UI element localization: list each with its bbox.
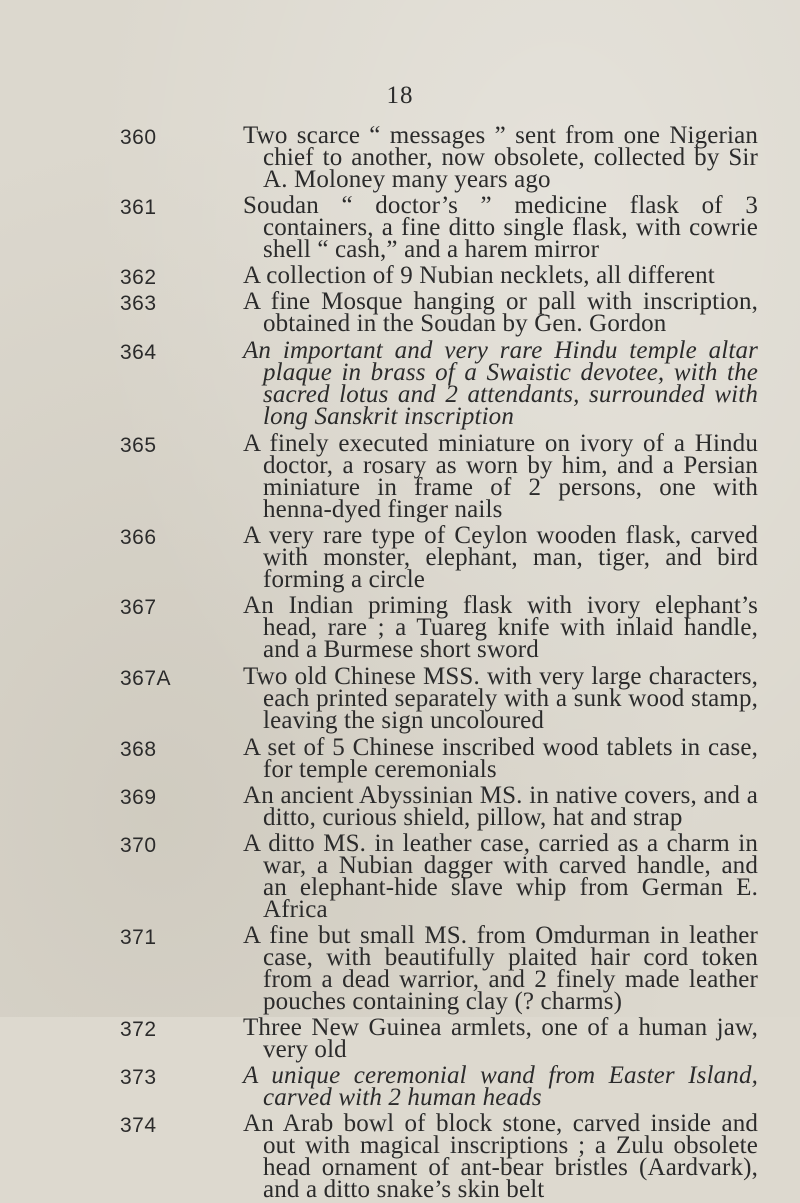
lot-entry xyxy=(0,522,800,593)
lot-entry xyxy=(0,592,800,663)
lot-number: 364 xyxy=(120,341,157,364)
lot-description: A finely executed miniature on ivory of a Hindu doctor, a rosary as worn by him, and a Persian miniature in frame of 2 persons, one with henna-dyed finger nails xyxy=(243,430,758,523)
lot-number: 366 xyxy=(120,526,157,549)
lot-description: An Arab bowl of block stone, carved inside and out with magical inscriptions ; a Zulu obsolete head ornament of ant-bear bristles (Aardvark), and a ditto snake’s skin belt xyxy=(243,1110,758,1203)
lot-entry xyxy=(0,1062,800,1111)
lot-entry xyxy=(0,1014,800,1063)
lot-description: A very rare type of Ceylon wooden flask, carved with monster, elephant, man, tiger, and bird forming a circle xyxy=(243,522,758,593)
lot-description: An important and very rare Hindu temple altar plaque in brass of a Swaistic devotee, with the sacred lotus and 2 attendants, surrounded with long Sanskrit inscription xyxy=(243,337,758,430)
lot-number: 363 xyxy=(120,292,157,315)
lot-entry xyxy=(0,337,800,430)
lot-entry xyxy=(0,782,800,831)
lot-description: Three New Guinea armlets, one of a human jaw, very old xyxy=(243,1014,758,1063)
lot-number: 361 xyxy=(120,196,157,219)
lot-description: An ancient Abyssinian MS. in native covers, and a ditto, curious shield, pillow, hat and strap xyxy=(243,782,758,831)
lot-description: A ditto MS. in leather case, carried as a charm in war, a Nubian dagger with carved handle, and an elephant-hide slave whip from German E. Africa xyxy=(243,830,758,923)
lot-description: A fine Mosque hanging or pall with inscription, obtained in the Soudan by Gen. Gordon xyxy=(243,288,758,337)
lot-number: 362 xyxy=(120,266,157,289)
lot-list xyxy=(0,122,800,1203)
lot-entry xyxy=(0,192,800,263)
page-number: 18 xyxy=(386,82,414,109)
lot-number: 367A xyxy=(120,667,172,690)
lot-number: 373 xyxy=(120,1066,157,1089)
lot-number: 365 xyxy=(120,434,157,457)
lot-entry xyxy=(0,1110,800,1203)
lot-description: A fine but small MS. from Omdurman in leather case, with beautifully plaited hair cord token from a dead warrior, and 2 finely made leather pouches containing clay (? charms) xyxy=(243,922,758,1015)
lot-description: Two old Chinese MSS. with very large characters, each printed separately with a sunk wood stamp, leaving the sign uncoloured xyxy=(243,663,758,734)
lot-description: Soudan “ doctor’s ” medicine flask of 3 containers, a fine ditto single flask, with cowrie shell “ cash,” and a harem mirror xyxy=(243,192,758,263)
lot-number: 374 xyxy=(120,1114,157,1137)
lot-number: 372 xyxy=(120,1018,157,1041)
lot-entry xyxy=(0,122,800,193)
lot-description: A unique ceremonial wand from Easter Island, carved with 2 human heads xyxy=(243,1062,758,1111)
lot-entry xyxy=(0,430,800,523)
lot-number: 360 xyxy=(120,126,157,149)
lot-entry xyxy=(0,830,800,923)
lot-number: 367 xyxy=(120,596,157,619)
lot-entry xyxy=(0,734,800,783)
lot-description: An Indian priming flask with ivory elephant’s head, rare ; a Tuareg knife with inlaid handle, and a Burmese short sword xyxy=(243,592,758,663)
lot-number: 371 xyxy=(120,926,157,949)
lot-number: 370 xyxy=(120,834,157,857)
lot-description: A collection of 9 Nubian necklets, all different xyxy=(243,262,715,289)
lot-entry xyxy=(0,288,800,337)
lot-entry xyxy=(0,663,800,734)
lot-number: 369 xyxy=(120,786,157,809)
lot-description: Two scarce “ messages ” sent from one Nigerian chief to another, now obsolete, collected by Sir A. Moloney many years ago xyxy=(243,122,758,193)
lot-number: 368 xyxy=(120,738,157,761)
lot-description: A set of 5 Chinese inscribed wood tablets in case, for temple ceremonials xyxy=(243,734,758,783)
lot-entry xyxy=(0,262,800,289)
lot-entry xyxy=(0,922,800,1015)
